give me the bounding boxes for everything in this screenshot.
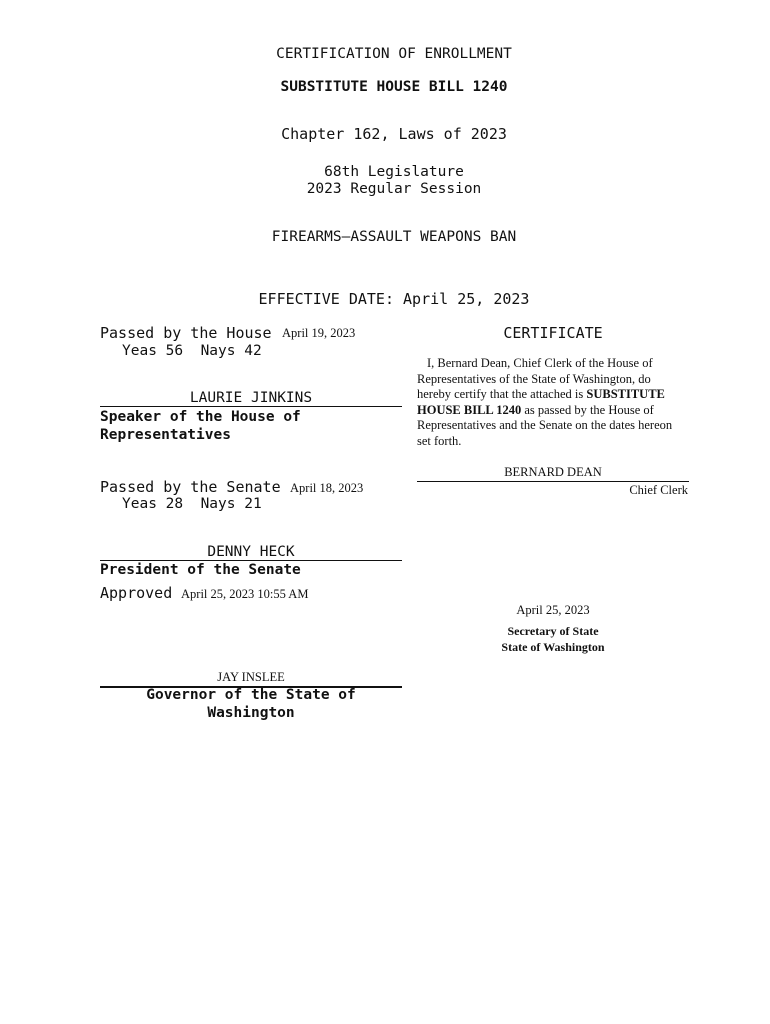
senate-votes: Yeas 28 Nays 21 — [122, 496, 262, 512]
approved-label: Approved — [100, 584, 173, 602]
clerk-title: Chief Clerk — [629, 483, 688, 497]
senate-passed-date: April 18, 2023 — [290, 481, 364, 495]
session-name: 2023 Regular Session — [306, 181, 482, 197]
secretary-title-line1: Secretary of State — [507, 624, 599, 638]
governor-title-line2: Washington — [207, 705, 295, 721]
senate-passed-label: Passed by the Senate — [100, 478, 281, 496]
governor-title-line1: Governor of the State of — [146, 687, 356, 703]
secretary-title-line2: State of Washington — [501, 640, 605, 654]
certificate-text-intro: I, Bernard Dean, Chief Clerk of the House of Representatives of the State of Washington, do hereby certify that the attached is — [417, 356, 653, 401]
certificate-text-outro: as passed by the House of Representatives and the Senate on the dates hereon set forth. — [417, 402, 673, 448]
clerk-signature-line — [417, 481, 689, 482]
speaker-title-line2: Representatives — [100, 427, 231, 443]
filing-date: April 25, 2023 — [516, 603, 590, 617]
house-passed-date: April 19, 2023 — [282, 326, 356, 340]
certification-title: CERTIFICATION OF ENROLLMENT — [276, 46, 512, 62]
certificate-text — [417, 356, 685, 449]
speaker-signature-line — [100, 406, 402, 407]
governor-name: JAY INSLEE — [217, 670, 285, 684]
legislature-number: 68th Legislature — [324, 164, 464, 180]
president-title: President of the Senate — [100, 562, 301, 578]
house-passed-label: Passed by the House — [100, 324, 272, 342]
president-name: DENNY HECK — [207, 544, 295, 560]
house-votes: Yeas 56 Nays 42 — [122, 343, 262, 359]
speaker-title-line1: Speaker of the House of — [100, 409, 301, 425]
certificate-bill-reference: SUBSTITUTE HOUSE BILL 1240 — [417, 387, 665, 417]
effective-date: EFFECTIVE DATE: April 25, 2023 — [258, 290, 530, 308]
speaker-name: LAURIE JINKINS — [189, 390, 313, 406]
certificate-heading: CERTIFICATE — [503, 324, 603, 342]
bill-subject: FIREARMS—ASSAULT WEAPONS BAN — [271, 229, 517, 245]
president-signature-line — [100, 560, 402, 561]
bill-title: SUBSTITUTE HOUSE BILL 1240 — [280, 79, 508, 95]
approved-date: April 25, 2023 10:55 AM — [181, 587, 309, 601]
chapter-law: Chapter 162, Laws of 2023 — [281, 125, 507, 143]
clerk-name: BERNARD DEAN — [504, 465, 602, 479]
